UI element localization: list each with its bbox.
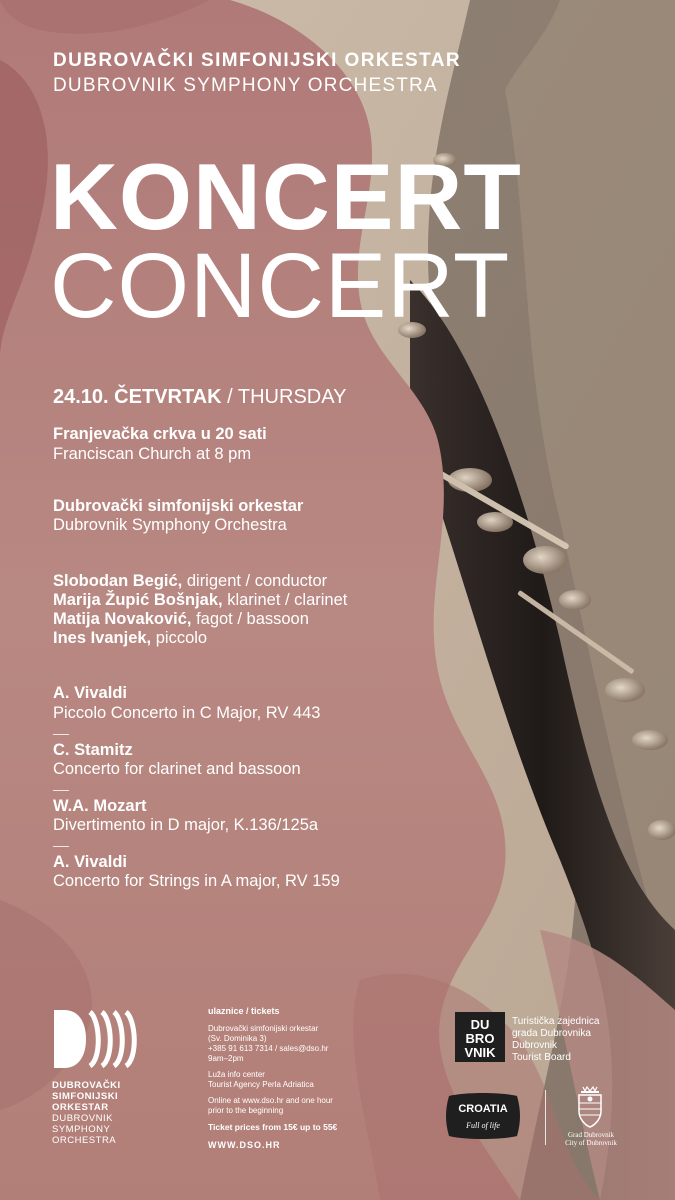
dso-line: DUBROVNIK bbox=[52, 1113, 113, 1124]
program-composer: C. Stamitz bbox=[53, 741, 133, 759]
ticket-prices: Ticket prices from 15€ up to 55€ bbox=[208, 1122, 338, 1132]
tz-logo-line: VNIK bbox=[464, 1045, 496, 1060]
program-divider bbox=[53, 734, 69, 735]
venue-hr: Franjevačka crkva u 20 sati bbox=[53, 425, 267, 443]
program-composer: W.A. Mozart bbox=[53, 797, 147, 815]
performer-role: fagot / bassoon bbox=[191, 610, 309, 628]
city-line: City of Dubrovnik bbox=[565, 1139, 617, 1147]
performer-row bbox=[53, 629, 207, 648]
tickets-line: Dubrovački simfonijski orkestar bbox=[208, 1024, 319, 1033]
program-work: Concerto for clarinet and bassoon bbox=[53, 760, 301, 778]
performer-row bbox=[53, 591, 347, 610]
tickets-line: 9am–2pm bbox=[208, 1054, 244, 1063]
tickets-line: (Sv. Dominika 3) bbox=[208, 1034, 267, 1043]
performer-row bbox=[53, 610, 309, 629]
ensemble-hr: Dubrovački simfonijski orkestar bbox=[53, 497, 304, 515]
performer-name: Slobodan Begić, bbox=[53, 572, 183, 590]
performer-row bbox=[53, 572, 327, 591]
croatia-logo-text: CROATIA bbox=[458, 1103, 508, 1115]
tickets-heading: ulaznice / tickets bbox=[208, 1006, 280, 1016]
program-composer: A. Vivaldi bbox=[53, 853, 127, 871]
title-en: CONCERT bbox=[50, 235, 511, 337]
dso-line: DUBROVAČKI bbox=[52, 1080, 121, 1091]
date-en: THURSDAY bbox=[237, 386, 347, 408]
dso-logo-text bbox=[52, 1080, 121, 1146]
tickets-line: +385 91 613 7314 / sales@dso.hr bbox=[208, 1044, 329, 1053]
tickets-line: prior to the beginning bbox=[208, 1106, 284, 1115]
tickets-info bbox=[208, 1006, 408, 1150]
title-hr: KONCERT bbox=[50, 144, 522, 249]
program-composer: A. Vivaldi bbox=[53, 684, 127, 702]
tz-line: Tourist Board bbox=[512, 1052, 571, 1063]
performer-name: Marija Župić Bošnjak, bbox=[53, 591, 223, 609]
dso-line: ORCHESTRA bbox=[52, 1135, 117, 1146]
dso-line: ORKESTAR bbox=[52, 1102, 109, 1113]
tz-line: grada Dubrovnika bbox=[512, 1028, 591, 1039]
website-link[interactable]: WWW.DSO.HR bbox=[208, 1140, 281, 1150]
date-hr: 24.10. ČETVRTAK bbox=[53, 386, 222, 408]
performer-name: Ines Ivanjek, bbox=[53, 629, 152, 647]
croatia-tagline: Full of life bbox=[466, 1121, 500, 1130]
performer-role: piccolo bbox=[151, 629, 208, 647]
ensemble-en: Dubrovnik Symphony Orchestra bbox=[53, 516, 287, 534]
city-line: Grad Dubrovnik bbox=[567, 1131, 615, 1139]
program-work: Piccolo Concerto in C Major, RV 443 bbox=[53, 704, 321, 722]
tourist-board-logo-icon bbox=[455, 1012, 505, 1062]
date-separator: / bbox=[221, 386, 238, 408]
tz-line: Turistička zajednica bbox=[512, 1016, 600, 1027]
program-work: Concerto for Strings in A major, RV 159 bbox=[53, 872, 340, 890]
tickets-line: Tourist Agency Perla Adriatica bbox=[208, 1080, 314, 1089]
tz-line: Dubrovnik bbox=[512, 1040, 558, 1051]
dso-line: SIMFONIJSKI bbox=[52, 1091, 119, 1102]
logo-divider bbox=[545, 1090, 546, 1145]
program-divider bbox=[53, 790, 69, 791]
program-divider bbox=[53, 846, 69, 847]
tourist-board-text bbox=[512, 1016, 599, 1064]
city-text bbox=[556, 1131, 626, 1147]
croatia-logo-icon bbox=[445, 1090, 521, 1140]
tz-logo-line: DU bbox=[470, 1017, 490, 1032]
performer-role: klarinet / clarinet bbox=[222, 591, 348, 609]
city-crest-icon bbox=[575, 1085, 605, 1129]
event-date bbox=[53, 386, 346, 409]
dso-logo-icon bbox=[52, 1008, 142, 1070]
org-name-en: DUBROVNIK SYMPHONY ORCHESTRA bbox=[53, 75, 438, 96]
performer-name: Matija Novaković, bbox=[53, 610, 192, 628]
program-work: Divertimento in D major, K.136/125a bbox=[53, 816, 319, 834]
dso-line: SYMPHONY bbox=[52, 1124, 111, 1135]
org-name-hr: DUBROVAČKI SIMFONIJSKI ORKESTAR bbox=[53, 50, 461, 71]
venue-en: Franciscan Church at 8 pm bbox=[53, 445, 252, 463]
performer-role: dirigent / conductor bbox=[182, 572, 328, 590]
tz-logo-line: BRO bbox=[465, 1031, 495, 1046]
tickets-line: Luža info center bbox=[208, 1070, 265, 1079]
tickets-line: Online at www.dso.hr and one hour bbox=[208, 1096, 333, 1105]
